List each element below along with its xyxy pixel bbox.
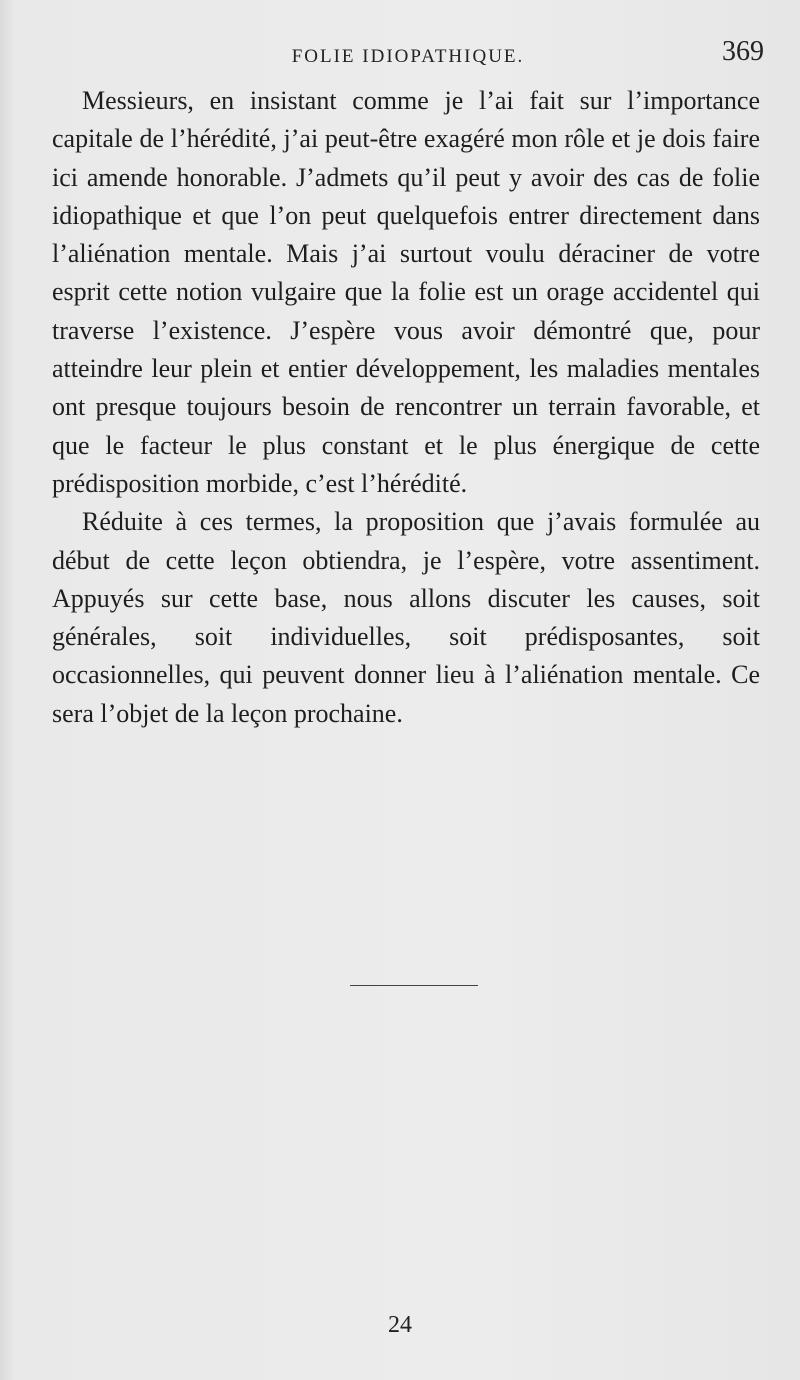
- signature-mark: 24: [388, 1312, 412, 1338]
- running-title: FOLIE IDIOPATHIQUE.: [291, 46, 525, 67]
- section-end-rule: [350, 985, 478, 986]
- running-head: [52, 36, 764, 72]
- page-number: 369: [722, 36, 764, 67]
- body-text: [52, 82, 760, 733]
- paragraph-1: Messieurs, en insistant comme je l’ai fait sur l’importance capitale de l’hérédité, j’ai peut-être exagéré mon rôle et je dois faire ici amende honorable. J’admets qu’il peut y avoir des cas de folie idiopathique et que l’on peut quelquefois entrer directement dans l’aliénation mentale. Mais j’ai surtout voulu déraciner de votre esprit cette notion vulgaire que la folie est un orage accidentel qui traverse l’existence. J’espère vous avoir démontré que, pour atteindre leur plein et entier développement, les maladies mentales ont presque toujours besoin de rencontrer un terrain favorable, et que le facteur le plus constant et le plus énergique de cette prédisposition morbide, c’est l’hérédité.: [52, 86, 760, 498]
- paragraph-2: Réduite à ces termes, la proposition que j’avais formulée au début de cette leçon obtiendra, je l’espère, votre assentiment. Appuyés sur cette base, nous allons discuter les causes, soit générales, soit individuelles, soit prédisposantes, soit occasionnelles, qui peuvent donner lieu à l’aliénation mentale. Ce sera l’objet de la leçon prochaine.: [52, 507, 760, 728]
- show-through-text: [52, 780, 760, 1300]
